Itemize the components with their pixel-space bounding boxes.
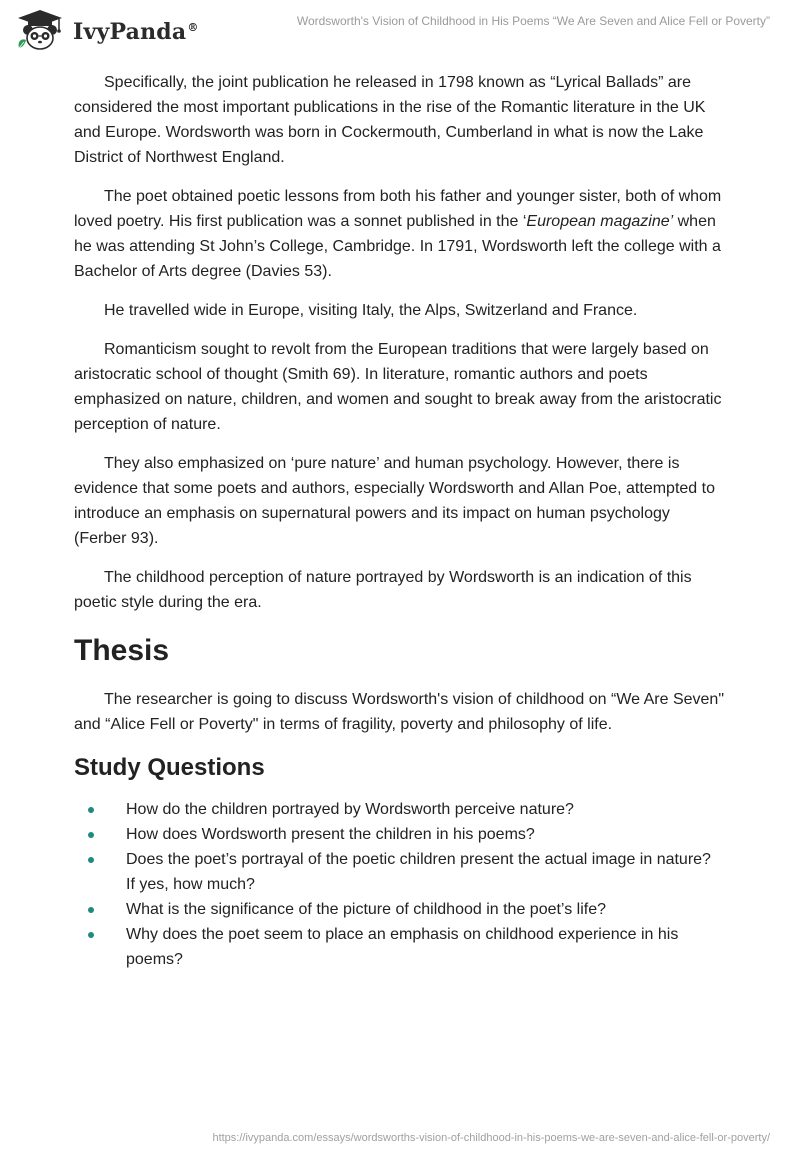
thesis-heading: Thesis [74,634,170,667]
body-paragraph [74,565,724,615]
study-question-text: What is the significance of the picture of childhood in the poet’s life? [126,901,606,918]
study-question-item [126,847,724,897]
italic-text-run: European magazine’ [526,213,674,230]
body-paragraph [74,337,724,437]
body-paragraph [74,184,724,284]
text-run: He travelled wide in Europe, visiting Italy, the Alps, Switzerland and France. [104,302,638,319]
intro-paragraphs [74,70,724,615]
text-run: when he was attending St John’s College, Cambridge. In 1791, Wordsworth left the college with a Bachelor of Arts degree (Davies 53). [74,213,721,280]
bullet-icon [88,857,94,863]
bullet-icon [88,807,94,813]
study-question-text: Does the poet’s portrayal of the poetic children present the actual image in nature? If yes, how much? [126,851,711,893]
study-questions-heading: Study Questions [74,754,265,781]
study-question-text: Why does the poet seem to place an emphasis on childhood experience in his poems? [126,926,679,968]
study-question-item [126,797,724,822]
document-title: Wordsworth's Vision of Childhood in His Poems “We Are Seven and Alice Fell or Poverty” [296,14,770,28]
source-url-link[interactable]: https://ivypanda.com/essays/wordsworths-vision-of-childhood-in-his-poems-we-are-seven-and-alice-fell-or-poverty/ [212,1132,770,1144]
text-run: Specifically, the joint publication he released in 1798 known as “Lyrical Ballads” are considered the most important publications in the rise of the Romantic literature in the UK and Europe. Wordsworth was born in Cockermouth, Cumberland in what is now the Lake District of Northwest England. [74,74,706,166]
study-question-item [126,922,724,972]
study-question-item [126,822,724,847]
panda-graduate-icon [15,8,65,52]
body-paragraph [74,70,724,170]
body-paragraph [74,451,724,551]
text-run: They also emphasized on ‘pure nature’ and human psychology. However, there is evidence that some poets and authors, especially Wordsworth and Allan Poe, attempted to introduce an emphasis on supernatural powers and its impact on human psychology (Ferber 93). [74,455,715,547]
bullet-icon [88,907,94,913]
study-question-item [126,897,724,922]
logo-wordmark: IvyPanda® [73,19,199,45]
text-run: The childhood perception of nature portrayed by Wordsworth is an indication of this poetic style during the era. [74,569,692,611]
thesis-paragraph: The researcher is going to discuss Wordsworth's vision of childhood on “We Are Seven" and “Alice Fell or Poverty" in terms of fragility, poverty and philosophy of life. [74,691,724,733]
ivypanda-logo[interactable] [15,8,199,52]
essay-content [74,70,724,972]
text-run: Romanticism sought to revolt from the European traditions that were largely based on aristocratic school of thought (Smith 69). In literature, romantic authors and poets emphasized on nature, children, and women and sought to break away from the aristocratic perception of nature. [74,341,722,433]
study-question-text: How do the children portrayed by Wordsworth perceive nature? [126,801,574,818]
bullet-icon [88,832,94,838]
body-paragraph [74,298,724,323]
study-question-text: How does Wordsworth present the children in his poems? [126,826,535,843]
text-run: The poet obtained poetic lessons from both his father and younger sister, both of whom loved poetry. His first publication was a sonnet published in the ‘ [74,188,722,230]
study-questions-list [74,797,724,972]
bullet-icon [88,932,94,938]
page-header [0,0,800,60]
